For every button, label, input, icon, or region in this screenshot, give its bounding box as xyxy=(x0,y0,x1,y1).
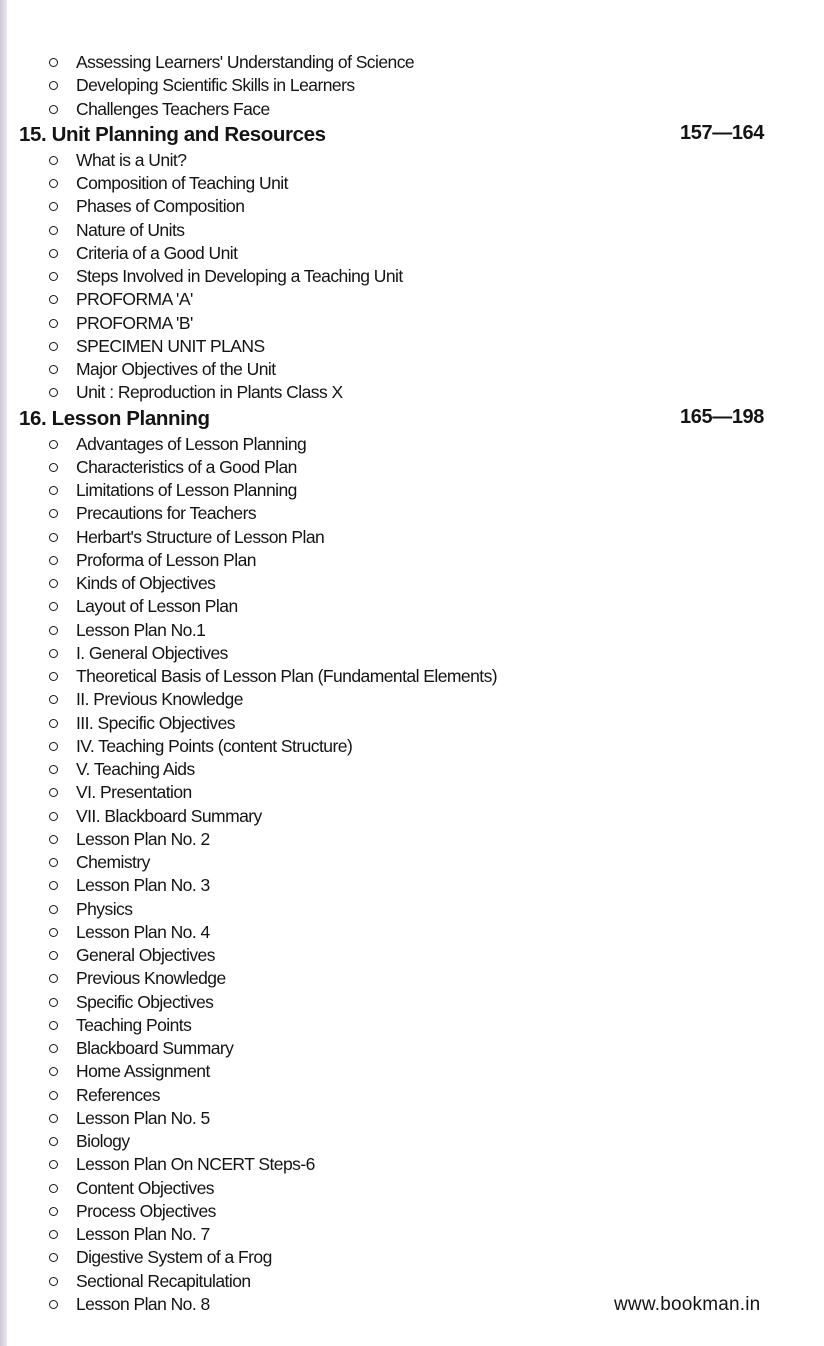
toc-list-item xyxy=(0,526,824,549)
toc-item-label: Criteria of a Good Unit xyxy=(76,242,238,263)
toc-item-label: Phases of Composition xyxy=(76,196,245,217)
hollow-circle-bullet-icon xyxy=(49,951,58,960)
toc-list-item xyxy=(0,51,824,74)
chapter-page-range: 157—164 xyxy=(680,121,764,144)
hollow-circle-bullet-icon xyxy=(49,672,58,681)
chapter-title xyxy=(19,405,210,433)
toc-list-item xyxy=(0,1037,824,1060)
hollow-circle-bullet-icon xyxy=(49,556,58,565)
hollow-circle-bullet-icon xyxy=(49,486,58,495)
toc-list-item xyxy=(0,758,824,781)
toc-list-item xyxy=(0,1130,824,1153)
toc-list-item xyxy=(0,991,824,1014)
toc-list-item xyxy=(0,921,824,944)
toc-item-label: PROFORMA 'A' xyxy=(76,289,193,310)
hollow-circle-bullet-icon xyxy=(49,1160,58,1169)
toc-item-label: VI. Presentation xyxy=(76,782,192,803)
toc-item-label: SPECIMEN UNIT PLANS xyxy=(76,335,265,356)
toc-list-item xyxy=(0,828,824,851)
toc-item-label: Previous Knowledge xyxy=(76,968,226,989)
toc-item-label: Biology xyxy=(76,1131,130,1151)
toc-list-item xyxy=(0,781,824,804)
toc-item-label: II. Previous Knowledge xyxy=(76,689,243,710)
hollow-circle-bullet-icon xyxy=(49,1230,58,1239)
toc-item-label: Advantages of Lesson Planning xyxy=(76,433,307,454)
toc-list-item xyxy=(0,335,824,358)
hollow-circle-bullet-icon xyxy=(49,226,58,235)
toc-item-label: Lesson Plan No. 4 xyxy=(76,921,210,942)
toc-list-item xyxy=(0,172,824,195)
toc-list-item xyxy=(0,967,824,990)
chapter-number: 16. xyxy=(19,406,47,430)
toc-list-item xyxy=(0,619,824,642)
hollow-circle-bullet-icon xyxy=(49,626,58,635)
hollow-circle-bullet-icon xyxy=(49,719,58,728)
toc-item-label: Content Objectives xyxy=(76,1177,214,1198)
toc-item-label: Sectional Recapitulation xyxy=(76,1270,251,1291)
toc-list-item xyxy=(0,805,824,828)
toc-list-item xyxy=(0,665,824,688)
toc-item-label: Composition of Teaching Unit xyxy=(76,173,288,193)
toc-list-item xyxy=(0,1153,824,1176)
hollow-circle-bullet-icon xyxy=(49,928,58,937)
hollow-circle-bullet-icon xyxy=(49,58,58,67)
hollow-circle-bullet-icon xyxy=(49,319,58,328)
toc-list-item xyxy=(0,1270,824,1293)
toc-item-label: Physics xyxy=(76,898,133,919)
toc-item-label: Lesson Plan No. 7 xyxy=(76,1224,210,1244)
toc-list-item xyxy=(0,712,824,735)
toc-list-item xyxy=(0,219,824,242)
toc-list-item xyxy=(0,1223,824,1246)
hollow-circle-bullet-icon xyxy=(49,105,58,114)
toc-list-item xyxy=(0,1177,824,1200)
hollow-circle-bullet-icon xyxy=(49,579,58,588)
toc-item-label: What is a Unit? xyxy=(76,149,187,170)
chapter-name: Unit Planning and Resources xyxy=(51,122,326,146)
hollow-circle-bullet-icon xyxy=(49,835,58,844)
chapter-name: Lesson Planning xyxy=(51,406,210,430)
hollow-circle-bullet-icon xyxy=(49,202,58,211)
hollow-circle-bullet-icon xyxy=(49,1253,58,1262)
chapter-number: 15. xyxy=(19,122,47,146)
chapter-title xyxy=(19,121,326,149)
toc-item-label: Challenges Teachers Face xyxy=(76,98,270,119)
hollow-circle-bullet-icon xyxy=(49,1114,58,1123)
toc-item-label: Developing Scientific Skills in Learners xyxy=(76,75,355,96)
hollow-circle-bullet-icon xyxy=(49,974,58,983)
toc-list-item xyxy=(0,242,824,265)
hollow-circle-bullet-icon xyxy=(49,602,58,611)
toc-item-label: Lesson Plan No.1 xyxy=(76,619,206,640)
toc-item-label: Layout of Lesson Plan xyxy=(76,596,238,617)
toc-item-label: Unit : Reproduction in Plants Class X xyxy=(76,382,343,403)
publisher-url: www.bookman.in xyxy=(614,1294,761,1315)
toc-list-item xyxy=(0,479,824,502)
hollow-circle-bullet-icon xyxy=(49,765,58,774)
toc-item-label: References xyxy=(76,1084,160,1105)
toc-list-item xyxy=(0,595,824,618)
toc-list-item xyxy=(0,195,824,218)
toc-item-label: Lesson Plan On NCERT Steps-6 xyxy=(76,1154,315,1175)
toc-list-item xyxy=(0,642,824,665)
hollow-circle-bullet-icon xyxy=(49,905,58,914)
toc-item-label: VII. Blackboard Summary xyxy=(76,805,262,826)
toc-list-item xyxy=(0,549,824,572)
toc-list-item xyxy=(0,381,824,404)
toc-item-label: Teaching Points xyxy=(76,1014,192,1035)
toc-item-label: Digestive System of a Frog xyxy=(76,1247,272,1268)
toc-list-item xyxy=(0,874,824,897)
hollow-circle-bullet-icon xyxy=(49,1091,58,1100)
hollow-circle-bullet-icon xyxy=(49,649,58,658)
toc-list-item xyxy=(0,1246,824,1269)
toc-item-label: Chemistry xyxy=(76,852,150,872)
toc-item-label: Home Assignment xyxy=(76,1061,210,1082)
hollow-circle-bullet-icon xyxy=(49,249,58,258)
toc-item-label: Lesson Plan No. 5 xyxy=(76,1107,210,1128)
toc-list-item xyxy=(0,433,824,456)
toc-item-label: Kinds of Objectives xyxy=(76,573,216,593)
toc-item-label: Theoretical Basis of Lesson Plan (Fundamental Elements) xyxy=(76,666,498,686)
hollow-circle-bullet-icon xyxy=(49,1067,58,1076)
hollow-circle-bullet-icon xyxy=(49,1184,58,1193)
toc-list-item xyxy=(0,98,824,121)
toc-list-item xyxy=(0,898,824,921)
toc-item-label: Lesson Plan No. 8 xyxy=(76,1293,210,1314)
toc-list-item xyxy=(0,288,824,311)
hollow-circle-bullet-icon xyxy=(49,1044,58,1053)
hollow-circle-bullet-icon xyxy=(49,1137,58,1146)
toc-item-label: Characteristics of a Good Plan xyxy=(76,456,297,477)
hollow-circle-bullet-icon xyxy=(49,179,58,188)
hollow-circle-bullet-icon xyxy=(49,858,58,867)
toc-list-item xyxy=(0,265,824,288)
toc-item-label: Lesson Plan No. 2 xyxy=(76,828,210,849)
hollow-circle-bullet-icon xyxy=(49,81,58,90)
hollow-circle-bullet-icon xyxy=(49,272,58,281)
chapter-heading xyxy=(0,121,824,149)
hollow-circle-bullet-icon xyxy=(49,1300,58,1309)
hollow-circle-bullet-icon xyxy=(49,509,58,518)
table-of-contents xyxy=(0,51,824,1316)
toc-list-item xyxy=(0,735,824,758)
toc-item-label: Assessing Learners' Understanding of Science xyxy=(76,52,415,72)
hollow-circle-bullet-icon xyxy=(49,295,58,304)
hollow-circle-bullet-icon xyxy=(49,533,58,542)
toc-list-item xyxy=(0,358,824,381)
toc-list-item xyxy=(0,502,824,525)
hollow-circle-bullet-icon xyxy=(49,156,58,165)
toc-list-item xyxy=(0,74,824,97)
toc-item-label: Proforma of Lesson Plan xyxy=(76,549,256,570)
hollow-circle-bullet-icon xyxy=(49,695,58,704)
toc-item-label: Process Objectives xyxy=(76,1200,216,1221)
toc-list-item xyxy=(0,149,824,172)
toc-list-item xyxy=(0,1014,824,1037)
toc-list-item xyxy=(0,1060,824,1083)
toc-list-item xyxy=(0,1200,824,1223)
toc-item-label: Precautions for Teachers xyxy=(76,503,257,524)
hollow-circle-bullet-icon xyxy=(49,998,58,1007)
toc-list-item xyxy=(0,851,824,874)
toc-list-item xyxy=(0,944,824,967)
chapter-heading xyxy=(0,405,824,433)
toc-item-label: I. General Objectives xyxy=(76,642,228,663)
hollow-circle-bullet-icon xyxy=(49,788,58,797)
toc-item-label: Lesson Plan No. 3 xyxy=(76,875,210,896)
hollow-circle-bullet-icon xyxy=(49,1021,58,1030)
hollow-circle-bullet-icon xyxy=(49,742,58,751)
hollow-circle-bullet-icon xyxy=(49,1277,58,1286)
toc-item-label: V. Teaching Aids xyxy=(76,759,195,779)
toc-item-label: PROFORMA 'B' xyxy=(76,312,193,333)
toc-list-item xyxy=(0,312,824,335)
toc-list-item xyxy=(0,688,824,711)
toc-item-label: Major Objectives of the Unit xyxy=(76,359,276,379)
toc-item-label: IV. Teaching Points (content Structure) xyxy=(76,735,353,756)
hollow-circle-bullet-icon xyxy=(49,342,58,351)
toc-item-label: Specific Objectives xyxy=(76,991,214,1012)
toc-item-label: Nature of Units xyxy=(76,219,185,240)
hollow-circle-bullet-icon xyxy=(49,881,58,890)
toc-list-item xyxy=(0,1107,824,1130)
hollow-circle-bullet-icon xyxy=(49,1207,58,1216)
chapter-page-range: 165—198 xyxy=(680,405,764,428)
hollow-circle-bullet-icon xyxy=(49,440,58,449)
toc-item-label: Herbart's Structure of Lesson Plan xyxy=(76,526,325,547)
toc-item-label: Limitations of Lesson Planning xyxy=(76,480,297,500)
hollow-circle-bullet-icon xyxy=(49,388,58,397)
toc-item-label: Blackboard Summary xyxy=(76,1038,234,1058)
hollow-circle-bullet-icon xyxy=(49,463,58,472)
toc-list-item xyxy=(0,1084,824,1107)
hollow-circle-bullet-icon xyxy=(49,812,58,821)
toc-item-label: General Objectives xyxy=(76,945,215,965)
toc-item-label: III. Specific Objectives xyxy=(76,712,235,733)
toc-item-label: Steps Involved in Developing a Teaching Unit xyxy=(76,266,403,286)
toc-list-item xyxy=(0,456,824,479)
hollow-circle-bullet-icon xyxy=(49,365,58,374)
toc-list-item xyxy=(0,572,824,595)
